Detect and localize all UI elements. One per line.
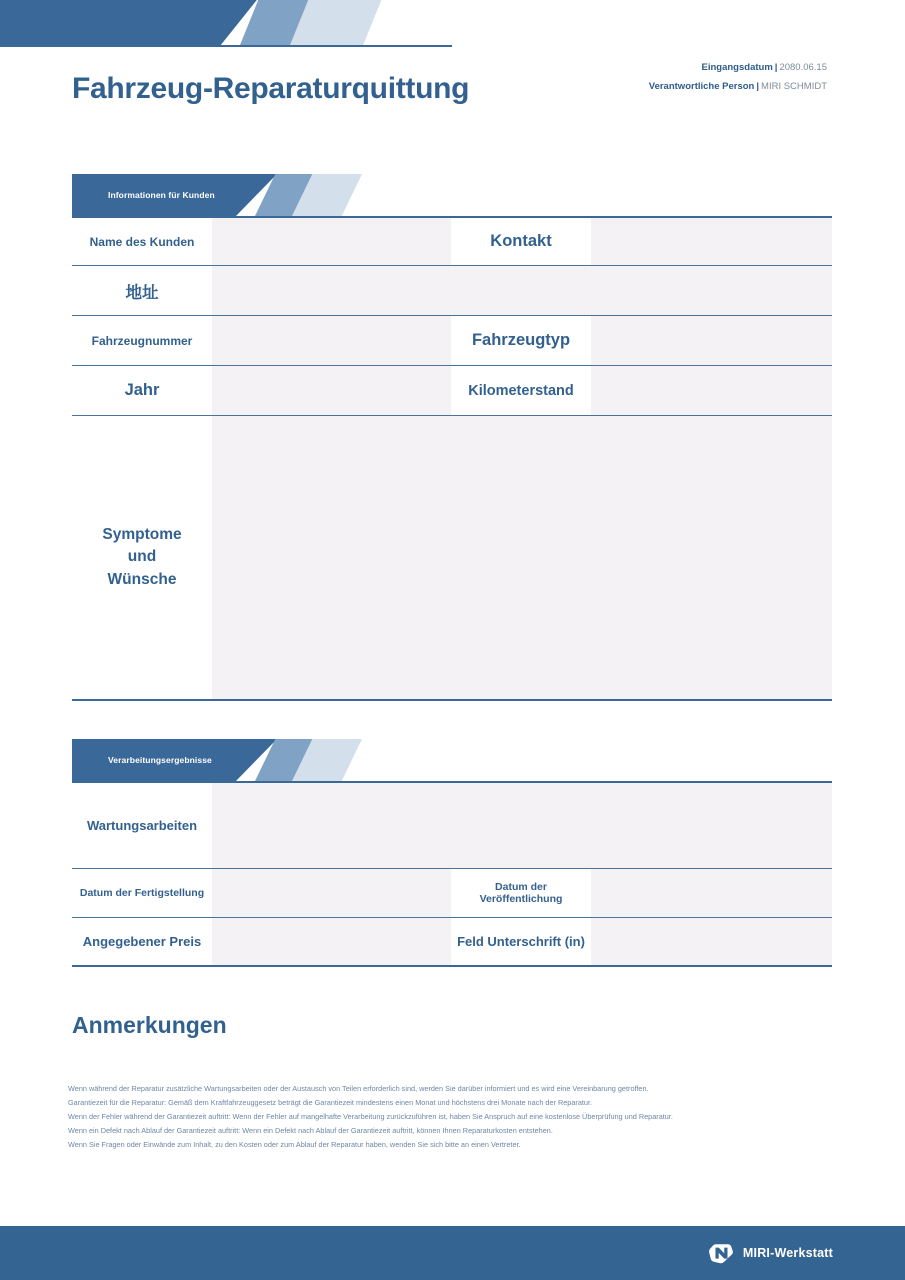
meta-separator: | (774, 62, 778, 73)
table-row-jahr-kilometerstand (72, 366, 832, 416)
note-line: Wenn Sie Fragen oder Einwände zum Inhalt, zu den Kosten oder zum Ablauf der Reparatur haben, wenden Sie sich bitte an einen Vertreter. (68, 1140, 521, 1149)
input-kilometerstand[interactable] (591, 366, 832, 415)
notes-body (68, 1082, 828, 1152)
input-name-des-kunden[interactable] (212, 218, 451, 265)
header-rule (0, 45, 452, 47)
note-line: Wenn ein Defekt nach Ablauf der Garantiezeit auftritt: Wenn ein Defekt nach Ablauf der Garantiezeit auftritt, können Ihnen Reparaturkosten entstehen. (68, 1126, 553, 1135)
label-name-des-kunden: Name des Kunden (72, 218, 212, 265)
table-row-adresse (72, 266, 832, 316)
note-line: Wenn während der Reparatur zusätzliche Wartungsarbeiten oder der Austausch von Teilen erforderlich sind, werden Sie darüber informiert und es wird eine Vereinbarung getroffen. (68, 1084, 649, 1093)
page-footer (0, 1226, 905, 1280)
note-line: Garantiezeit für die Reparatur: Gemäß dem Kraftfahrzeuggesetz beträgt die Garantiezeit mindestens einen Monat und höchstens drei Monate nach der Reparatur. (68, 1098, 593, 1107)
label-kontakt: Kontakt (451, 218, 591, 265)
label-datum-der-fertigstellung: Datum der Fertigstellung (72, 869, 212, 917)
meta-row-verantwortliche-person (649, 77, 827, 96)
meta-label-eingangsdatum: Eingangsdatum (701, 62, 773, 73)
footer-brand (708, 1226, 833, 1280)
notes-heading: Anmerkungen (72, 1012, 227, 1038)
miri-hexagon-logo-icon (708, 1240, 734, 1266)
label-adresse: 地址 (72, 266, 212, 315)
meta-value-verantwortliche-person: MIRI SCHMIDT (761, 81, 827, 92)
label-line-1: Symptome (102, 525, 182, 543)
footer-brand-name: MIRI-Werkstatt (742, 1246, 833, 1260)
label-wartungsarbeiten: Wartungsarbeiten (72, 783, 212, 868)
input-fahrzeugtyp[interactable] (591, 316, 832, 365)
label-datum-der-veroeffentlichung: Datum der Veröffentlichung (451, 869, 591, 917)
table-row-wartungsarbeiten (72, 781, 832, 869)
label-jahr: Jahr (72, 366, 212, 415)
customer-info-table (72, 216, 832, 701)
table-row-datum-fertigstellung-veroeffentlichung (72, 869, 832, 918)
document-meta (649, 58, 827, 96)
meta-row-eingangsdatum (649, 58, 827, 77)
input-adresse[interactable] (212, 266, 832, 315)
input-angegebener-preis[interactable] (212, 918, 451, 965)
decor-band-dark (0, 0, 260, 46)
section-banner-kundeninformationen (72, 174, 832, 216)
meta-value-eingangsdatum: 2080.06.15 (779, 62, 827, 73)
table-row-symptome-und-wuensche (72, 416, 832, 701)
input-jahr[interactable] (212, 366, 451, 415)
section-banner-verarbeitungsergebnisse (72, 739, 832, 781)
meta-separator: | (756, 81, 760, 92)
table-row-preis-unterschrift (72, 918, 832, 967)
label-feld-unterschrift: Feld Unterschrift (in) (451, 918, 591, 965)
input-symptome-und-wuensche[interactable] (212, 416, 832, 699)
input-feld-unterschrift[interactable] (591, 918, 832, 965)
input-datum-der-fertigstellung[interactable] (212, 869, 451, 917)
input-wartungsarbeiten[interactable] (212, 783, 832, 868)
note-line: Wenn der Fehler während der Garantiezeit auftritt: Wenn der Fehler auf mangelhafte Verarbeitung zurückzuführen ist, haben Sie Anspruch auf eine kostenlose Überprüfung und Reparatur. (68, 1112, 673, 1121)
label-angegebener-preis: Angegebener Preis (72, 918, 212, 965)
table-row-name-kontakt (72, 216, 832, 266)
meta-label-verantwortliche-person: Verantwortliche Person (648, 81, 755, 92)
input-fahrzeugnummer[interactable] (212, 316, 451, 365)
input-kontakt[interactable] (591, 218, 832, 265)
section-title-verarbeitungsergebnisse: Verarbeitungsergebnisse (108, 755, 212, 765)
processing-results-table (72, 781, 832, 967)
page-title: Fahrzeug-Reparaturquittung (72, 72, 470, 105)
label-symptome-und-wuensche (72, 416, 212, 699)
label-fahrzeugtyp: Fahrzeugtyp (451, 316, 591, 365)
label-line-3: Wünsche (107, 570, 177, 588)
label-fahrzeugnummer: Fahrzeugnummer (72, 316, 212, 365)
section-title-kundeninformationen: Informationen für Kunden (108, 190, 215, 200)
label-line-2: und (127, 548, 157, 566)
header-decor-banner (0, 0, 905, 46)
input-datum-der-veroeffentlichung[interactable] (591, 869, 832, 917)
label-kilometerstand: Kilometerstand (451, 366, 591, 415)
table-row-fahrzeugnummer-typ (72, 316, 832, 366)
